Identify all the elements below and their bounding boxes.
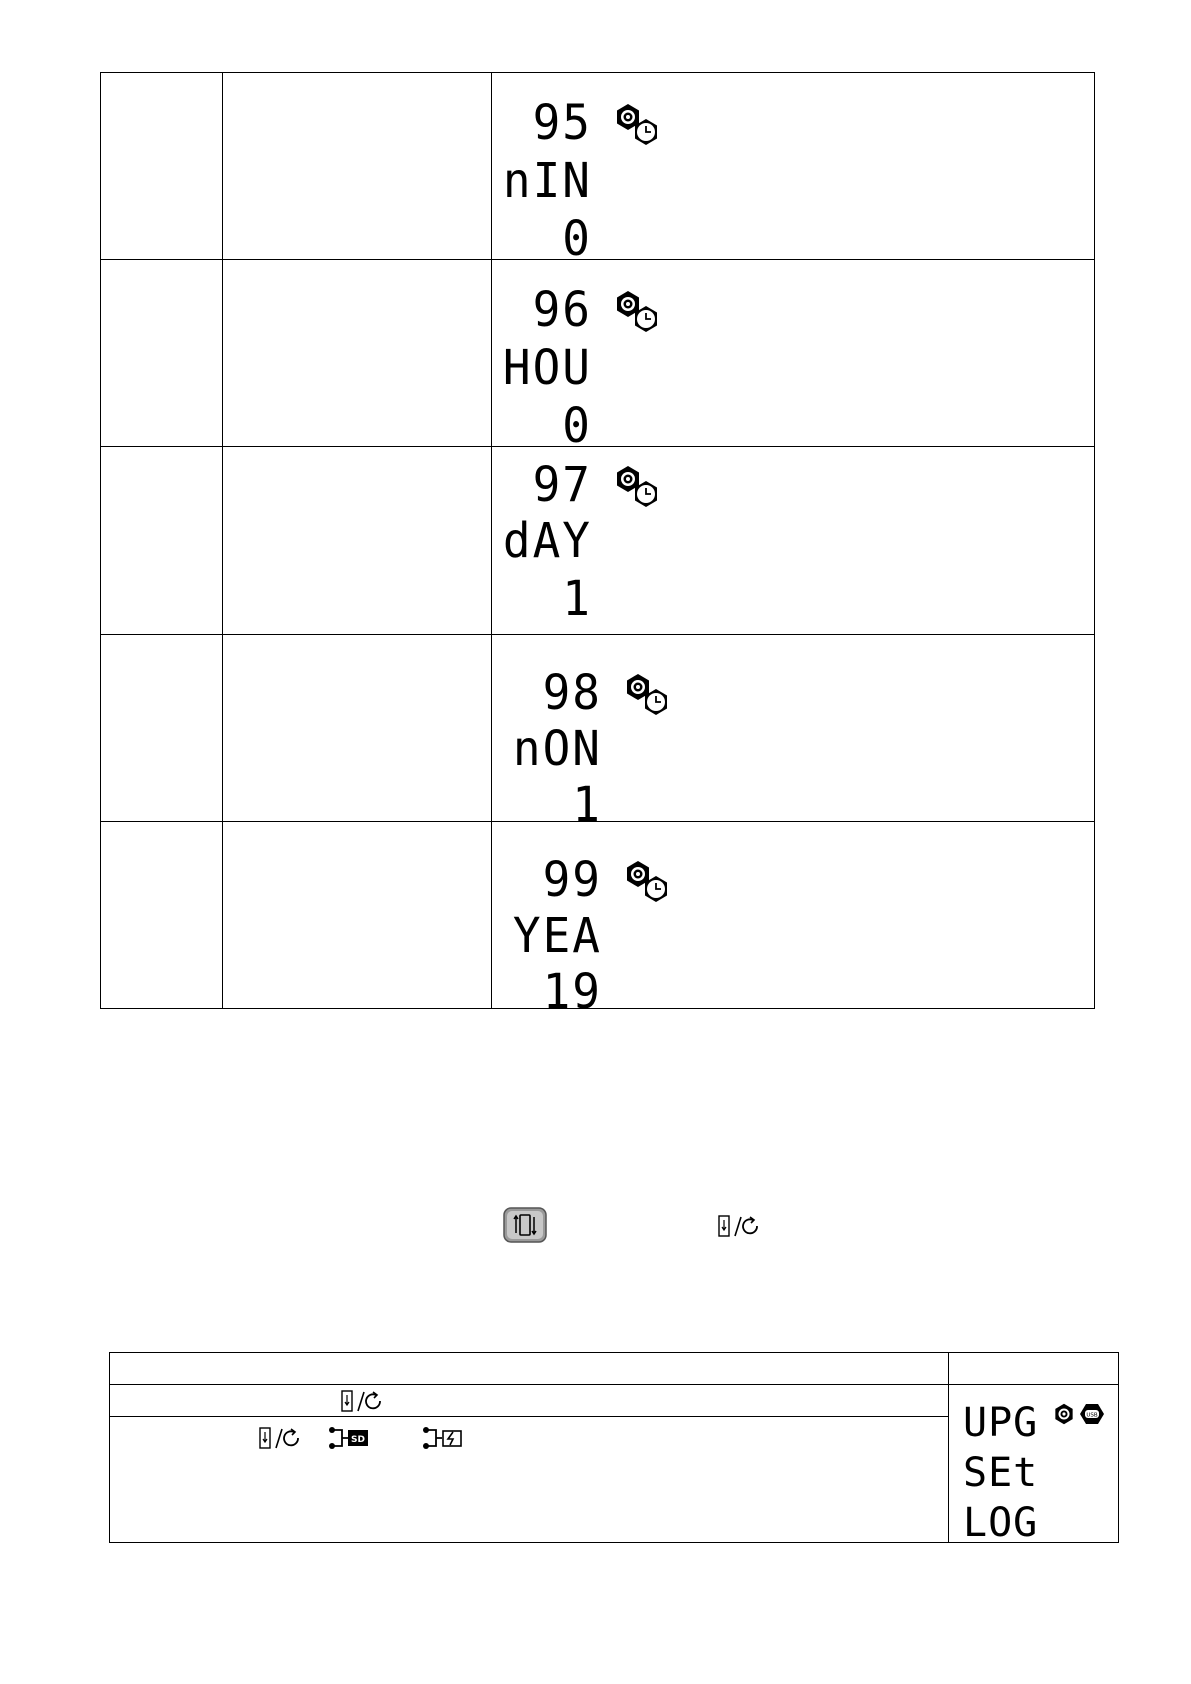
clock-icon [632, 305, 660, 333]
clock-icon [632, 480, 660, 508]
lcd-setting-value: 1 [562, 570, 592, 627]
lcd-log: LOG [963, 1500, 1039, 1546]
usb-return-icon [258, 1425, 304, 1451]
setting-row-96 [101, 260, 1095, 447]
lcd-setting-label: nIN [502, 151, 592, 209]
lcd-setting-code: 98 [542, 663, 602, 720]
upgrade-instruction-cell [110, 1417, 949, 1543]
setting-number-cell [101, 634, 223, 821]
clock-icon [642, 688, 670, 716]
upgrade-table [109, 1352, 1119, 1546]
setting-display-cell [492, 821, 1095, 1020]
setting-description-cell [223, 73, 492, 260]
usb-function-key-icon [503, 1207, 547, 1243]
lcd-upg: UPG [963, 1400, 1039, 1446]
setting-row-95 [101, 73, 1095, 260]
lcd-setting-label: dAY [502, 512, 592, 569]
setting-row-97 [101, 447, 1095, 634]
upgrade-step-cell [110, 1385, 949, 1417]
upgrade-step-row [110, 1385, 1119, 1417]
setting-display-cell [492, 73, 1095, 267]
setting-display-cell [492, 260, 1095, 454]
usb-icon [1079, 1403, 1105, 1425]
lcd-setting-label: HOU [502, 338, 592, 396]
lcd-setting-value: 0 [562, 396, 592, 454]
upgrade-display-cell [949, 1385, 1119, 1546]
svg-text:SD: SD [351, 1435, 365, 1445]
lcd-setting-code: 97 [532, 456, 592, 513]
setting-display-cell [492, 447, 1095, 634]
setting-description-cell [223, 260, 492, 447]
lcd-setting-code: 96 [532, 280, 592, 338]
charge-output-icon [422, 1425, 466, 1451]
upgrade-header-cell [110, 1353, 949, 1385]
lcd-setting-value: 0 [562, 209, 592, 267]
setting-number-cell [101, 260, 223, 447]
lcd-setting-value: 19 [542, 962, 602, 1020]
usb-return-icon [340, 1389, 386, 1413]
lcd-setting-label: nON [512, 719, 602, 776]
setting-description-cell [223, 821, 492, 1008]
clock-icon [632, 118, 660, 146]
lcd-setting-code: 95 [532, 93, 592, 151]
gear-icon [1053, 1403, 1075, 1425]
lcd-setting-label: YEA [512, 906, 602, 964]
sd-output-icon [328, 1425, 372, 1451]
setting-display-cell [492, 634, 1095, 832]
setting-description-cell [223, 634, 492, 821]
setting-number-cell [101, 73, 223, 260]
setting-description-cell [223, 447, 492, 634]
setting-row-99 [101, 821, 1095, 1008]
upgrade-header-display-cell [949, 1353, 1119, 1385]
setting-number-cell [101, 821, 223, 1008]
lcd-setting-code: 99 [542, 850, 602, 908]
settings-table [100, 72, 1095, 1020]
lcd-setting-value: 1 [572, 775, 602, 832]
upgrade-header-row [110, 1353, 1119, 1385]
clock-icon [642, 875, 670, 903]
lcd-set: SEt [963, 1450, 1039, 1496]
usb-return-icon [717, 1214, 763, 1238]
svg-text:USB: USB [1086, 1412, 1098, 1419]
setting-number-cell [101, 447, 223, 634]
setting-row-98 [101, 634, 1095, 821]
